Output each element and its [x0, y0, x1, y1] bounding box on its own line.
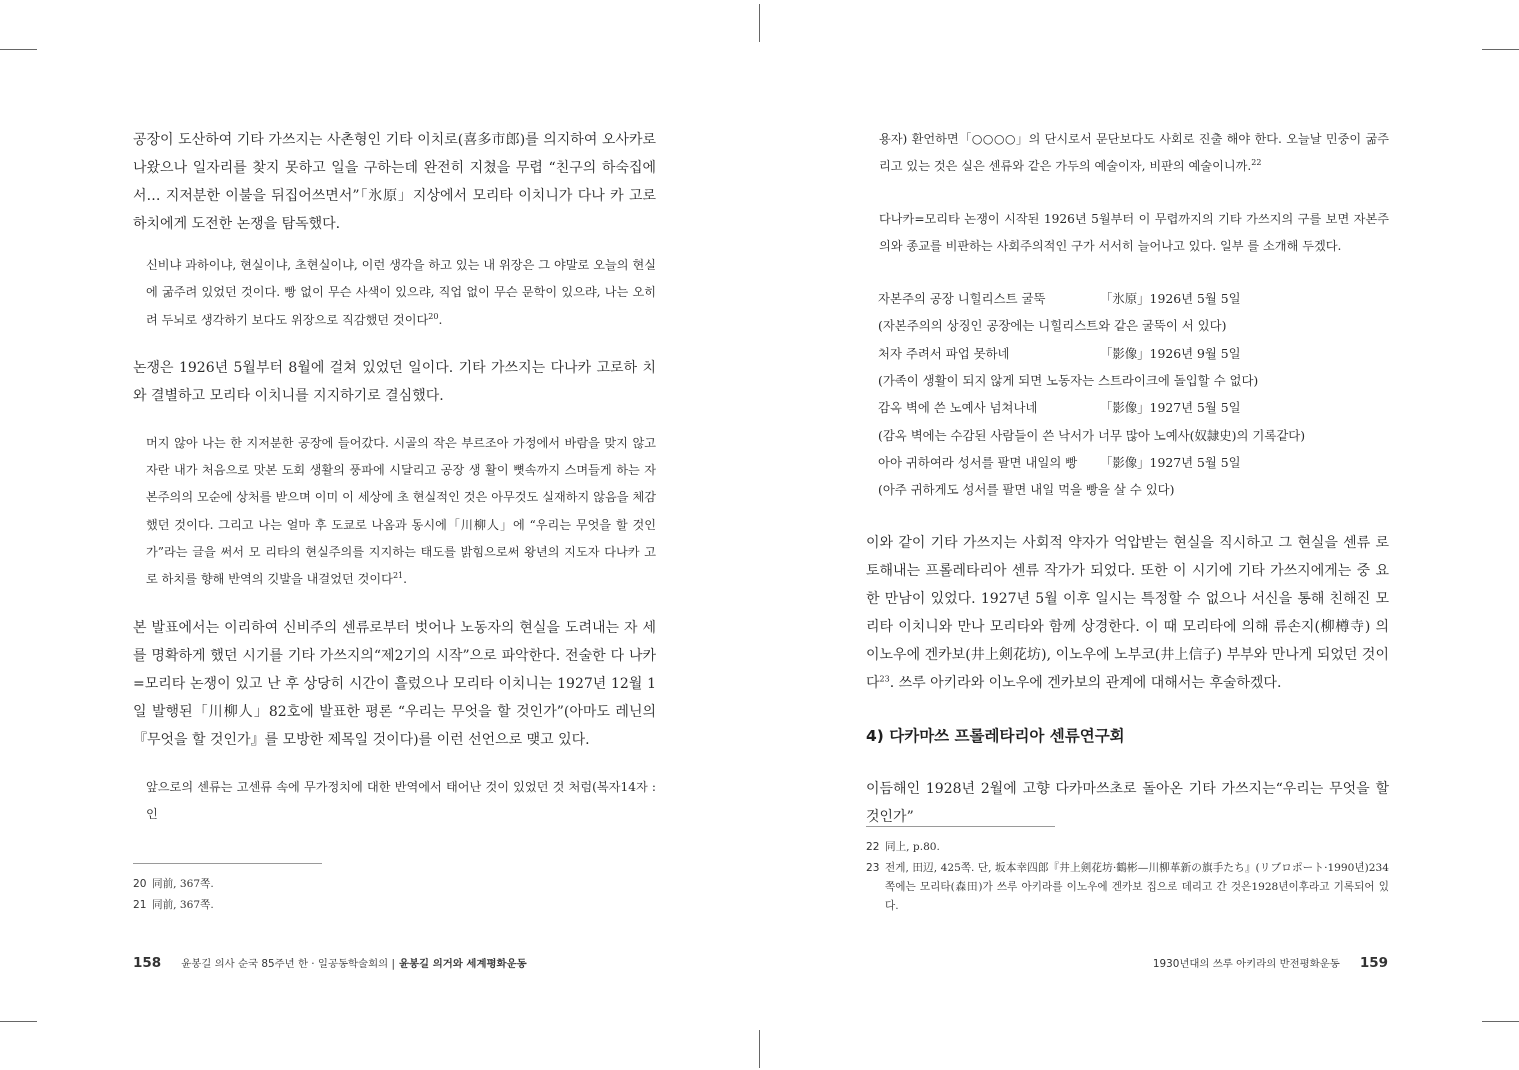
- footnote: 20 同前, 367쪽.: [133, 878, 214, 890]
- block-quote: 머지 않아 나는 한 지저분한 공장에 들어갔다. 시골의 작은 부르조아 가정에서 바람을 맞지 않고 자란 내가 처음으로 맛본 도회 생활의 풍파에 시달리고 공장 생 활이 뼛속까지 스며들게 하는 자본주의의 모순에 상처를 받으며 이미 이 세상에 초 현실적인 것은 아무것도 실재하지 않음을 체감했던 것이다. 그리고 나는 얼마 후 도쿄로 나옴과 동시에「川柳人」에 “우리는 무엇을 할 것인가”라는 글을 써서 모 리타의 현실주의를 지지하는 태도를 밝힘으로써 왕년의 지도자 다나카 고로 하치를 향해 반역의 깃발을 내걸었던 것이다$^{21}$.: [146, 435, 656, 587]
- footnote-rule: [133, 863, 322, 864]
- poem-gloss: (가족이 생활이 되지 않게 되면 노동자는 스트라이크에 돌입할 수 없다): [878, 373, 1259, 389]
- footnote-ref[interactable]: 23: [879, 673, 890, 683]
- footnote: 22 同上, p.80.: [866, 841, 940, 853]
- poem-row: 아아 귀하여라 성서를 팔면 내일의 빵 「影像」1927년 5월 5일: [878, 454, 1241, 470]
- footnote-rule: [866, 826, 1055, 827]
- folio-right: [1153, 955, 1388, 971]
- running-head-title: 1930년대의 쓰루 아키라의 반전평화운동: [1152, 958, 1340, 970]
- right-page: [866, 126, 1389, 831]
- body-paragraph: 공장이 도산하여 기타 가쓰지는 사촌형인 기타 이치로(喜多市郎)를 의지하여 오사카로 나왔으나 일자리를 찾지 못하고 일을 구하는데 완전히 지쳤을 무렵 “친구의 하숙집에서… 지저분한 이불을 뒤집어쓰면서”「氷原」지상에서 모리타 이치니가 다나 카 고로하치에게 도전한 논쟁을 탐독했다.: [133, 132, 656, 232]
- footnote-ref[interactable]: 20: [428, 311, 439, 321]
- folio-left: [133, 955, 527, 971]
- page-number: 159: [1359, 955, 1388, 971]
- left-page: [133, 126, 656, 828]
- footnote: 21 同前, 367쪽.: [133, 899, 214, 911]
- poem-row: 처자 주려서 파업 못하네 「影像」1926년 9월 5일: [878, 345, 1241, 361]
- poem-gloss: (아주 귀하게도 성서를 팔면 내일 먹을 빵을 살 수 있다): [878, 482, 1175, 498]
- poem-gloss: (자본주의의 상징인 공장에는 니힐리스트와 같은 굴뚝이 서 있다): [878, 318, 1227, 334]
- footnotes-right: [866, 838, 1389, 916]
- footnote-ref[interactable]: 21: [392, 571, 404, 581]
- block-quote: 다나카=모리타 논쟁이 시작된 1926년 5월부터 이 무렵까지의 기타 가쓰지의 구를 보면 자본주의와 종교를 비판하는 사회주의적인 구가 서서히 늘어나고 있다. 일부 를 소개해 두겠다.: [879, 211, 1389, 253]
- crop-mark: [0, 49, 37, 50]
- crop-mark: [759, 4, 760, 42]
- footnote: 23 전게, 田辺, 425쪽. 단, 坂本幸四郎『井上剣花坊·鶴彬—川柳革新の旗手たち』(リブロポート·1990년)234쪽에는 모리타(森田)가 쓰루 아키라를 이노우에 겐카보 집으로 데리고 간 것은1928년이후라고 기록되어 있다.: [866, 862, 1389, 912]
- poem-row: 자본주의 공장 니힐리스트 굴뚝 「氷原」1926년 5월 5일: [878, 291, 1241, 307]
- running-head-series: 윤봉길 의사 순국 85주년 한 · 일공동학술회의 |: [181, 958, 395, 970]
- footnote-ref[interactable]: 22: [1251, 158, 1262, 168]
- running-head-title: 윤봉길 의거와 세계평화운동: [398, 958, 527, 970]
- block-quote: 앞으로의 센류는 고센류 속에 무가정치에 대한 반역에서 태어난 것이 있었던 것 처럼(복자14자 : 인: [146, 779, 656, 821]
- block-quote: 신비냐 과하이냐, 현실이냐, 초현실이냐, 이런 생각을 하고 있는 내 위장은 그 야말로 오늘의 현실에 굶주려 있었던 것이다. 빵 없이 무슨 사색이 있으랴, 직업 없이 무슨 문학이 있으랴, 나는 오히려 두뇌로 생각하기 보다도 위장으로 직감했던 것이다$^{20}$.: [146, 258, 656, 327]
- body-paragraph: 이와 같이 기타 가쓰지는 사회적 약자가 억압받는 현실을 직시하고 그 현실을 센류 로 토해내는 프롤레타리아 센류 작가가 되었다. 또한 이 시기에 기타 가쓰지에게는 중 요한 만남이 있었다. 1927년 5월 이후 일시는 특정할 수 없으나 서신을 통해 친해진 모리타 이치니와 만나 모리타와 함께 상경한다. 이 때 모리타에 의해 류손지(柳樽寺) 의 이노우에 겐카보(井上剣花坊), 이노우에 노부코(井上信子) 부부와 만나게 되었던 것이다$^{23}$. 쓰루 아키라와 이노우에 겐카보의 관계에 대해서는 후술하겠다.: [866, 534, 1389, 691]
- poem-gloss: (감옥 벽에는 수감된 사람들이 쓴 낙서가 너무 많아 노예사(奴隷史)의 기록같다): [878, 427, 1306, 443]
- page-number: 158: [133, 955, 162, 971]
- poem-row: 감옥 벽에 쓴 노예사 넘쳐나네 「影像」1927년 5월 5일: [878, 400, 1241, 416]
- poem-list: [878, 285, 1389, 503]
- body-paragraph: 이듬해인 1928년 2월에 고향 다카마쓰초로 돌아온 기타 가쓰지는“우리는 무엇을 할 것인가”: [866, 780, 1389, 825]
- crop-mark: [0, 1021, 37, 1022]
- crop-mark: [1482, 49, 1519, 50]
- body-paragraph: 본 발표에서는 이리하여 신비주의 센류로부터 벗어나 노동자의 현실을 도려내는 자 세를 명확하게 했던 시기를 기타 가쓰지의“제2기의 시작”으로 파악한다. 전술한 다 나카=모리타 논쟁이 있고 난 후 상당히 시간이 흘렀으나 모리타 이치니는 1927년 12월 1일 발행된「川柳人」82호에 발표한 평론 “우리는 무엇을 할 것인가”(아마도 레닌의『무엇을 할 것인가』를 모방한 제목일 것이다)를 이런 선언으로 맺고 있다.: [133, 619, 656, 748]
- section-heading: 4) 다카마쓰 프롤레타리아 센류연구회: [866, 726, 1125, 745]
- block-quote: 용자) 환언하면「○○○○」의 단시로서 문단보다도 사회로 진출 해야 한다. 오늘날 민중이 굶주리고 있는 것은 실은 센류와 같은 가두의 예술이자, 비판의 예술이니까.$^{22}$: [879, 132, 1389, 174]
- crop-mark: [1482, 1021, 1519, 1022]
- footnotes-left: [133, 875, 656, 915]
- crop-mark: [759, 1030, 760, 1068]
- body-paragraph: 논쟁은 1926년 5월부터 8월에 걸쳐 있었던 일이다. 기타 가쓰지는 다나카 고로하 치와 결별하고 모리타 이치니를 지지하기로 결심했다.: [133, 359, 656, 404]
